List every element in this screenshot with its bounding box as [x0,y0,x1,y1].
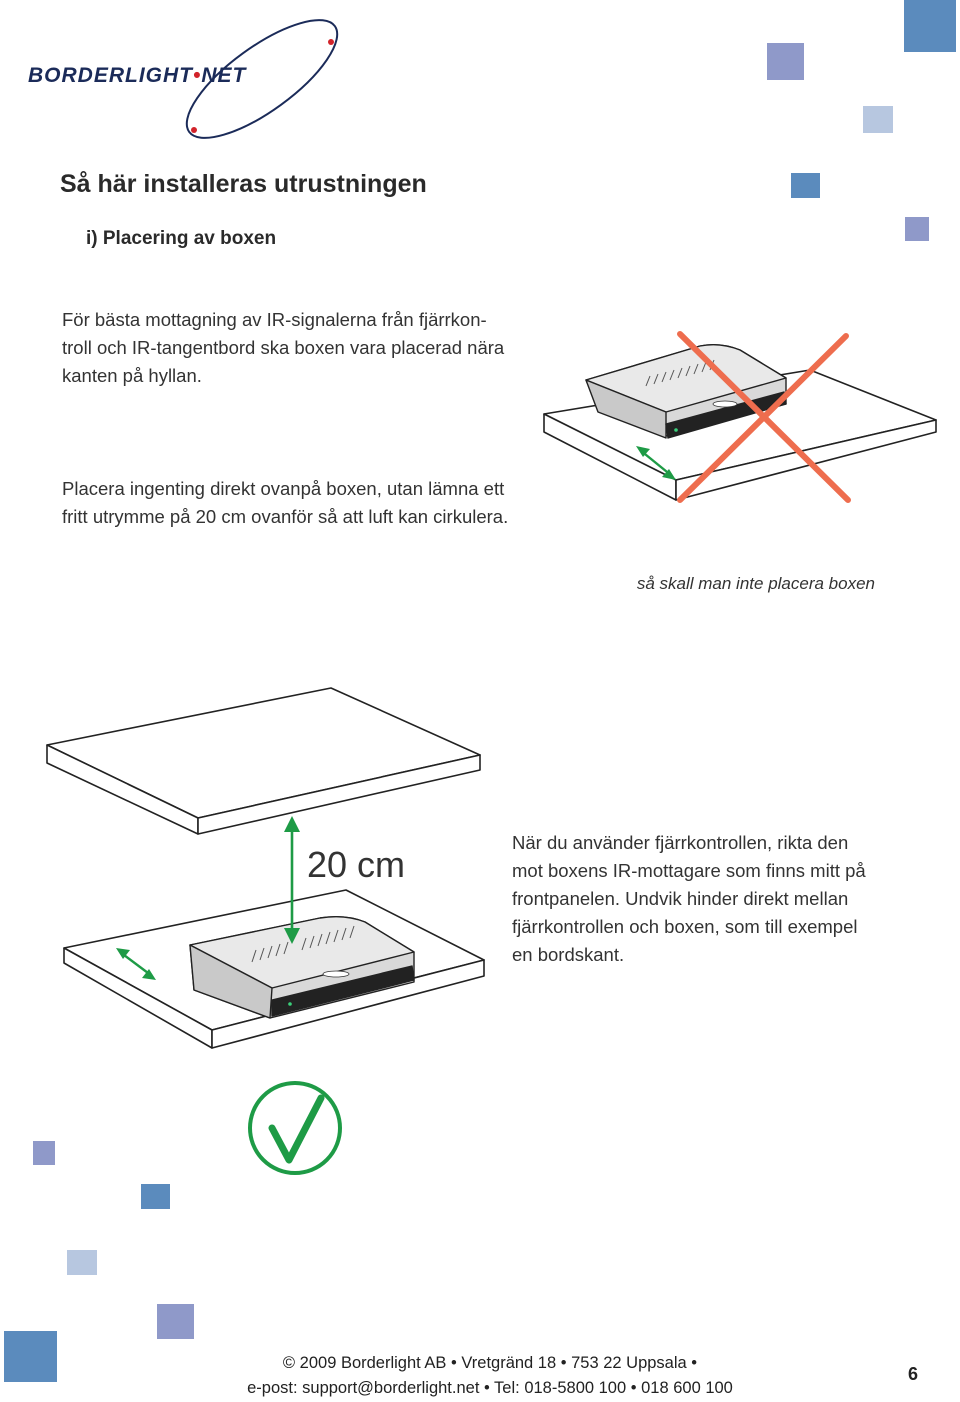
text-line: fritt utrymme på 20 cm ovanför så att luft kan cirkulera. [62,506,509,527]
text-line: frontpanelen. Undvik hinder direkt mellan [512,888,849,909]
shelf-upper [47,688,480,834]
text-line: en bordskant. [512,944,625,965]
page-title: Så här installeras utrustningen [60,170,427,198]
text-line: troll och IR-tangentbord ska boxen vara placerad nära [62,337,505,358]
correct-check-icon [250,1083,340,1173]
distance-label: 20 cm [307,844,406,885]
caption-wrong-placement: så skall man inte placera boxen [636,574,875,593]
footer-address: © 2009 Borderlight AB • Vretgränd 18 • 753 22 Uppsala • [282,1354,698,1372]
footer-contact: e-post: support@borderlight.net • Tel: 018-5800 100 • 018 600 100 [247,1379,733,1397]
text-line: För bästa mottagning av IR-signalerna från fjärrkon- [62,309,487,330]
paragraph-ir-placement [62,306,504,390]
paragraph-airflow [62,475,508,531]
text-line: När du använder fjärrkontrollen, rikta den [512,832,849,853]
text-line: mot boxens IR-mottagare som finns mitt på [512,860,866,881]
logo-dot: • [193,64,202,87]
logo-right: NET [201,64,247,87]
logo-wordmark [28,64,246,88]
text-line: kanten på hyllan. [62,365,202,386]
page-number: 6 [908,1364,919,1384]
logo-left: BORDERLIGHT [28,64,193,87]
text-line: fjärrkontrollen och boxen, som till exempel [512,916,858,937]
text-line: Placera ingenting direkt ovanpå boxen, utan lämna ett [62,478,505,499]
section-subtitle: i) Placering av boxen [86,228,277,249]
paragraph-remote [512,829,866,969]
